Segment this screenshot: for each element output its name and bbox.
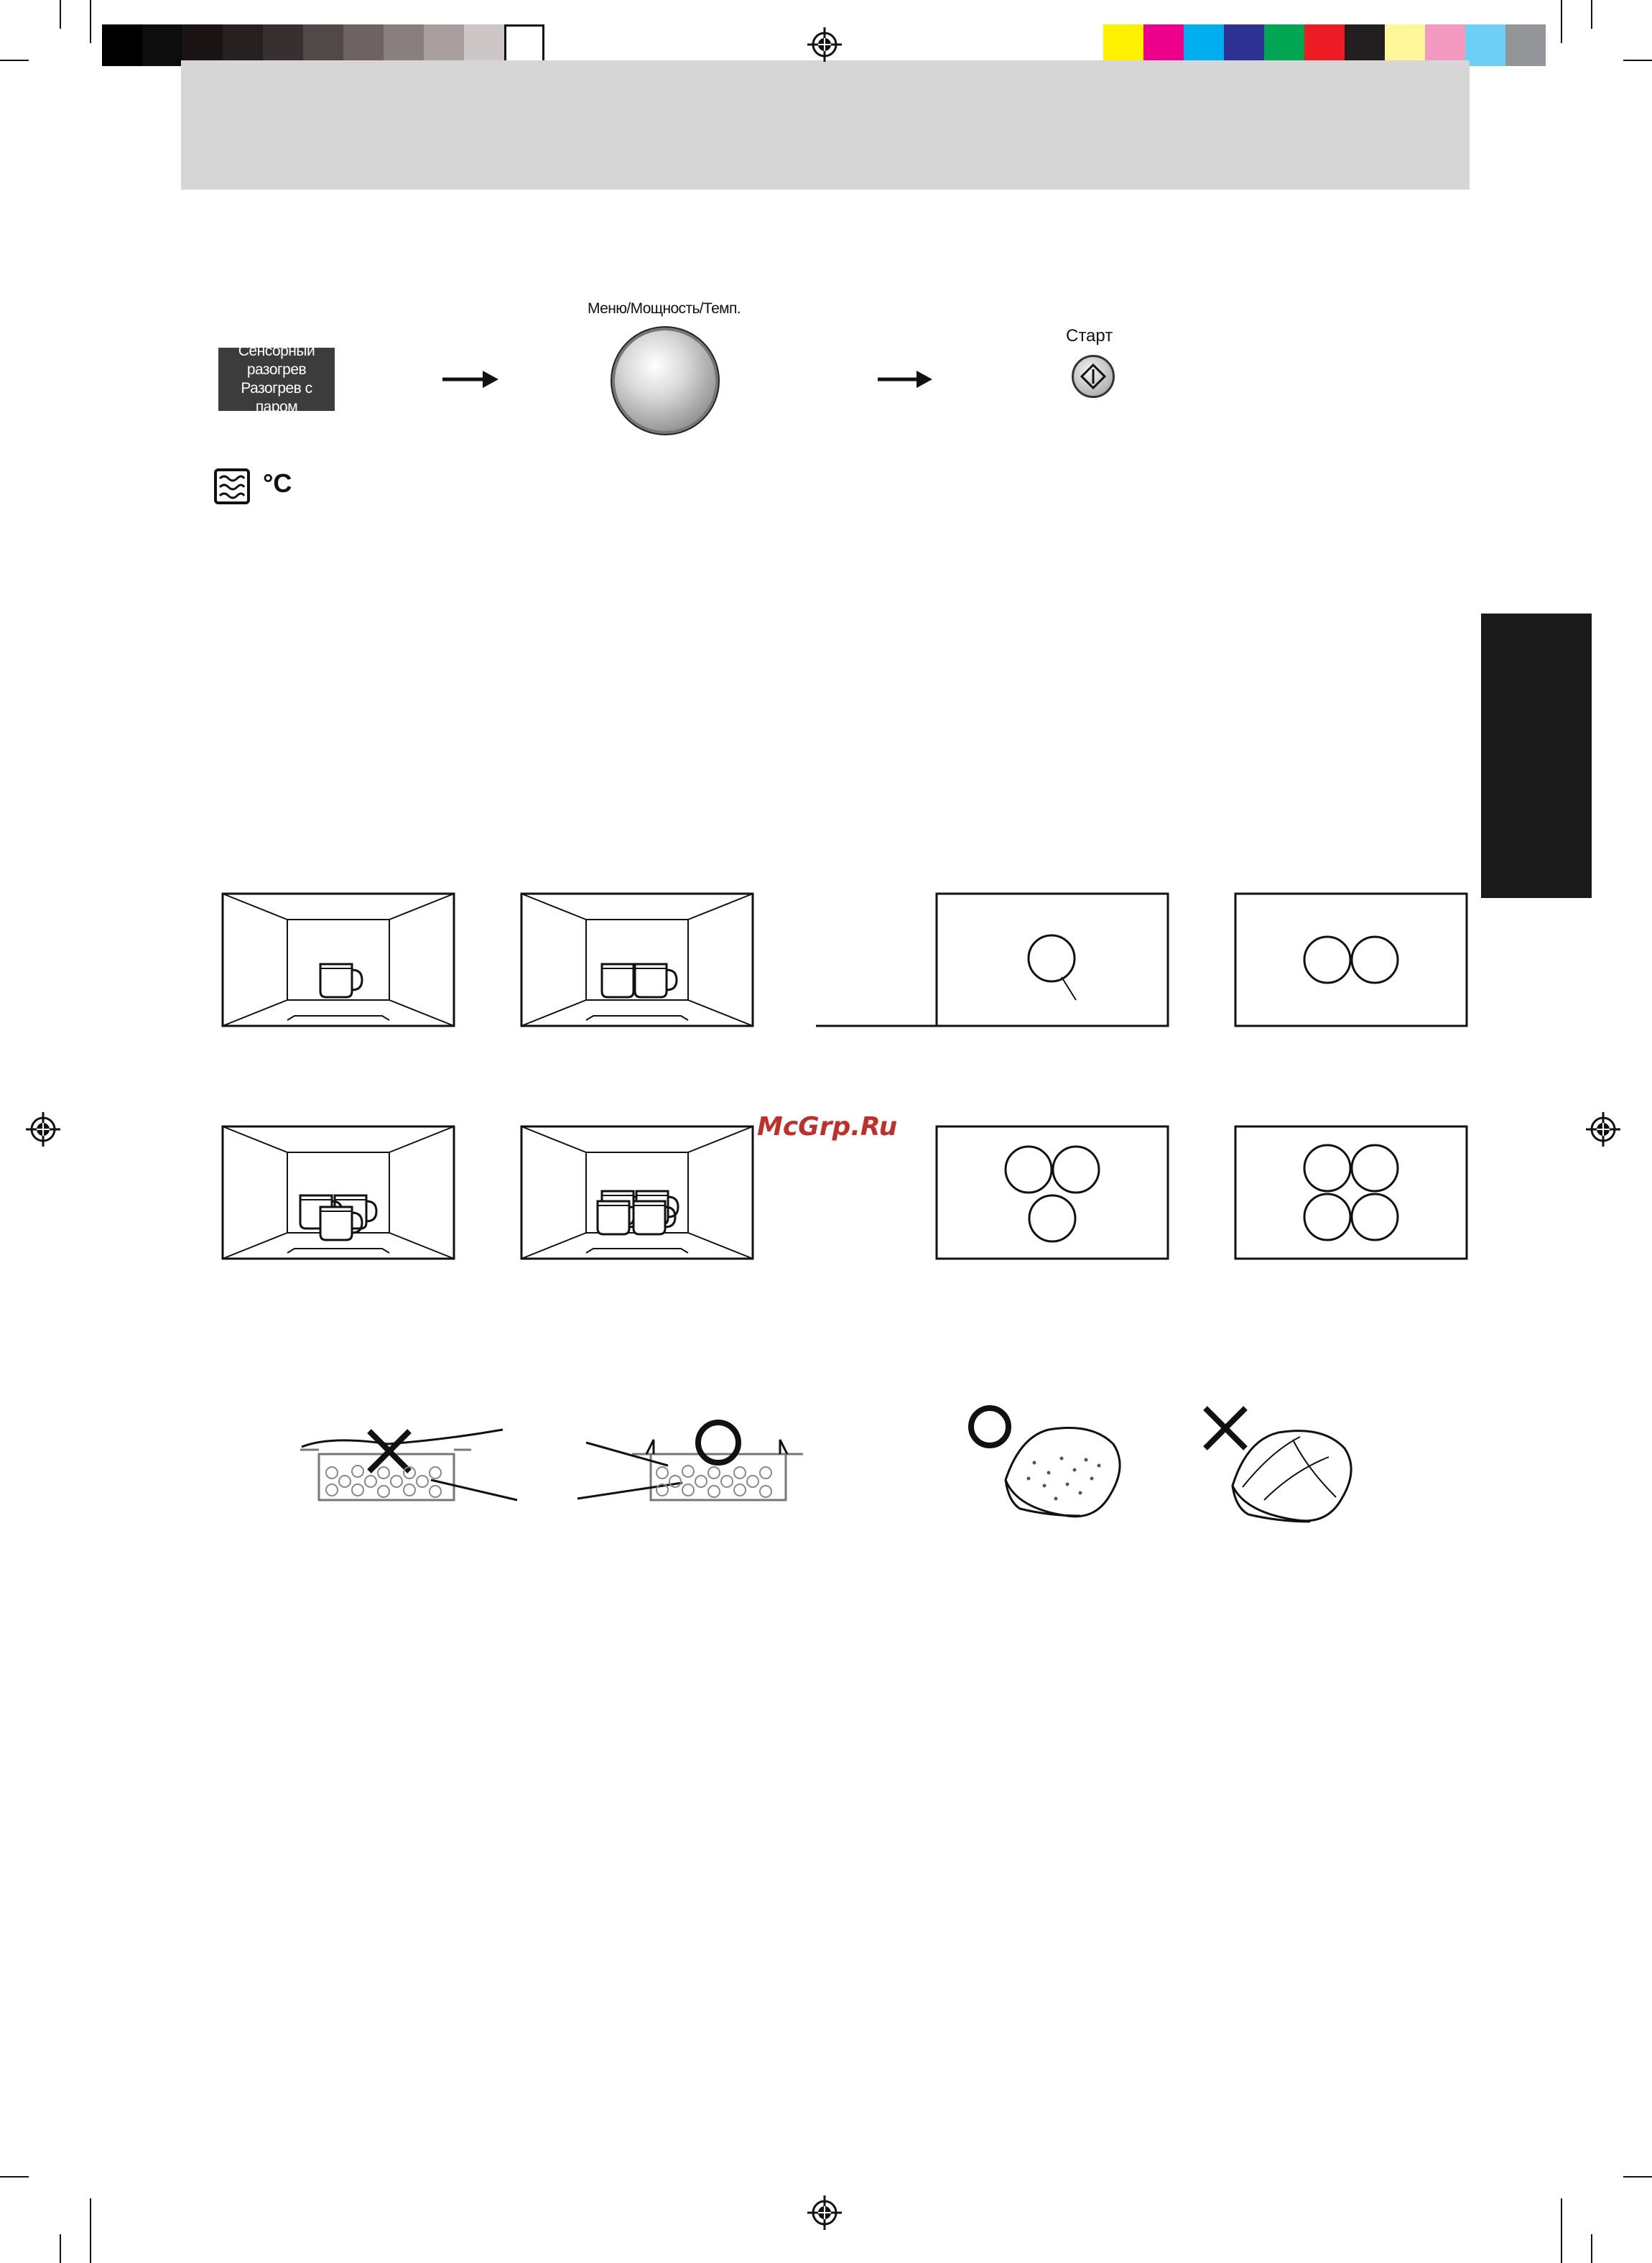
bread-correct-illustration [1006, 1428, 1120, 1517]
knob-label: Меню/Мощность/Темп. [588, 300, 741, 317]
registration-mark-icon [1586, 1112, 1620, 1147]
start-diamond-icon [1082, 365, 1105, 388]
container-wrong-illustration [300, 1430, 517, 1500]
registration-mark-icon [807, 27, 842, 62]
registration-mark-icon [26, 1112, 60, 1147]
bread-wrong-illustration [1233, 1431, 1351, 1522]
cross-wrong-icon [1205, 1408, 1245, 1448]
right-arrow-icon [442, 371, 498, 388]
steam-wave-icon [220, 476, 244, 498]
circle-correct-icon [971, 1408, 1008, 1445]
watermark: McGrp.Ru [757, 1112, 898, 1142]
right-arrow-icon [878, 371, 932, 388]
sensor-button-line2: Разогрев с паром [241, 380, 312, 415]
start-label: Старт [1066, 326, 1113, 346]
sensor-button-line1: Сенсорный разогрев [238, 343, 315, 378]
container-correct-illustration [577, 1440, 803, 1500]
degree-symbol: °C [263, 468, 292, 498]
registration-mark-icon [807, 2195, 842, 2230]
